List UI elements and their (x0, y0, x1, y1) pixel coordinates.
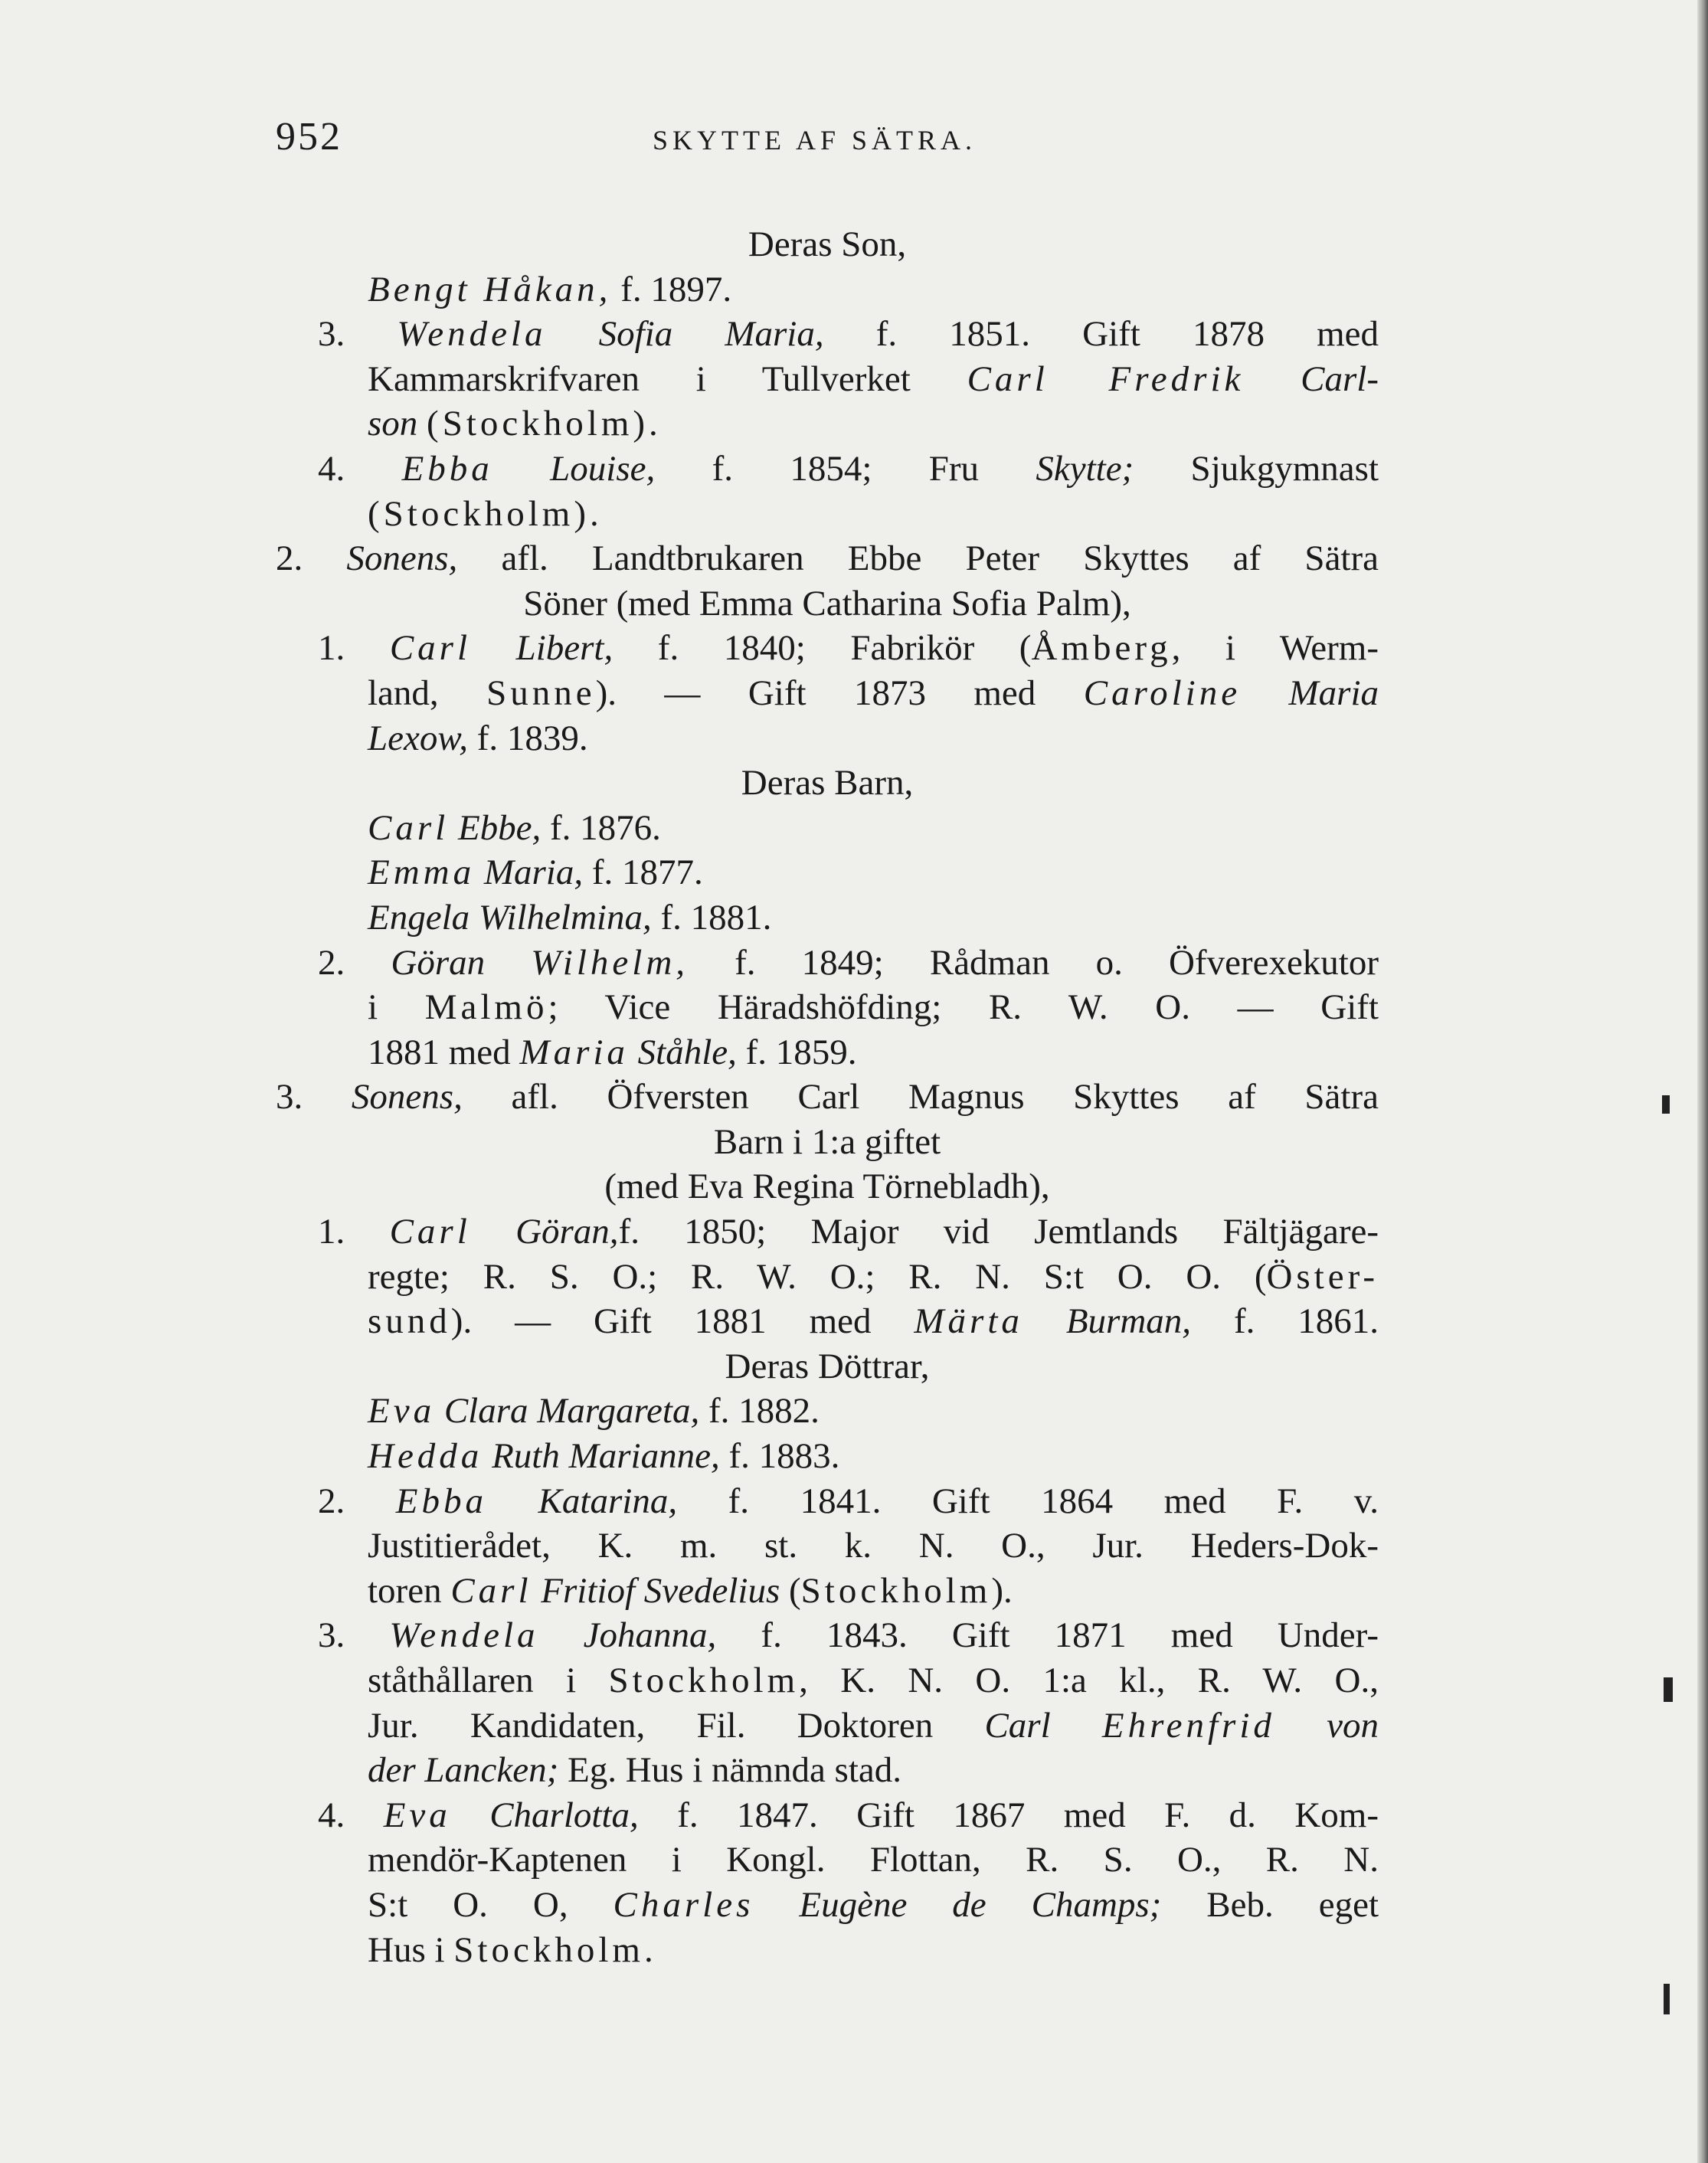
line-text: 2. (318, 1481, 396, 1521)
line-text: Eg. Hus i nämnda stad. (558, 1750, 902, 1791)
line-text: f. 1851. Gift 1878 med (823, 314, 1379, 355)
line-text: f. 1859. (736, 1032, 857, 1072)
line-text: f. 1897. (611, 269, 732, 309)
name-text: son (368, 404, 418, 444)
line-text: f. 1882. (699, 1391, 820, 1432)
line-text: Stockholm (453, 1929, 644, 1970)
line-text: afl. Landtbrukaren Ebbe Peter Skyttes af Sätra (457, 538, 1379, 579)
line-text: 1881 med (368, 1032, 520, 1072)
line-text (1244, 359, 1301, 399)
name-text: Johanna, (583, 1615, 717, 1656)
name-text: Charlotta, (489, 1795, 639, 1835)
line-text (417, 404, 427, 443)
line-text: Malmö (424, 987, 548, 1028)
line-text: Deras Son, (748, 224, 907, 264)
name-text: Clara Margareta, (443, 1391, 700, 1432)
name-text: Maria (1288, 672, 1379, 713)
name-text: Burman, (1065, 1301, 1192, 1342)
line-text: regte; R. S. O.; R. W. O.; R. N. S:t O. O. ( (368, 1256, 1267, 1297)
name-text: Engela Wilhelmina, (368, 897, 652, 938)
line-text: Beb. eget (1161, 1884, 1379, 1925)
line-text: 2. (318, 942, 391, 983)
line-text: Stockholm (800, 1570, 992, 1611)
text-line (276, 1523, 1379, 1569)
line-text: f. 1877. (583, 852, 703, 893)
name-text: Caroline (1083, 672, 1242, 713)
running-title: SKYTTE AF SÄTRA. (652, 125, 977, 155)
line-text (487, 1481, 538, 1521)
name-text: Sonens, (351, 1077, 463, 1117)
line-text (547, 314, 599, 354)
line-text: Åmberg (1031, 628, 1172, 669)
text-line (276, 850, 1379, 895)
name-text: Göran (391, 942, 486, 983)
line-text (1241, 673, 1288, 713)
text-line (276, 1479, 1379, 1524)
name-text: Maria (519, 1032, 629, 1072)
line-text: Barn i 1:a giftet (713, 1121, 941, 1162)
name-text: Maria, (483, 852, 584, 893)
text-line (276, 1793, 1379, 1838)
line-text (435, 1391, 444, 1431)
name-text: Carl (450, 1570, 532, 1611)
line-text: f. 1849; Rådman o. Öfverexekutor (689, 942, 1379, 983)
name-text: Bengt Håkan, (368, 269, 612, 309)
line-text: Hus i (368, 1929, 454, 1970)
name-text: Carl Fredrik (967, 358, 1245, 399)
line-text: ). — Gift 1881 med (450, 1301, 915, 1342)
margin-mark (1664, 1984, 1670, 2014)
text-line (276, 1569, 1379, 1614)
text-line (276, 1658, 1379, 1703)
name-text: Eva (368, 1391, 436, 1432)
line-text: f. 1850; Major vid Jemtlands Fältjägare- (618, 1212, 1379, 1252)
text-line (276, 1837, 1379, 1883)
line-text: toren (368, 1570, 451, 1611)
line-text (1051, 1706, 1102, 1746)
text-line (276, 1030, 1379, 1075)
genealogy-text (276, 222, 1379, 1972)
text-line (276, 447, 1379, 492)
text-line (276, 492, 1379, 537)
margin-mark (1664, 1677, 1673, 1702)
name-text: Skytte; (1036, 448, 1134, 489)
line-text (471, 628, 516, 668)
name-text: Eva (383, 1795, 451, 1835)
line-text: f. 1847. Gift 1867 med F. d. Kom- (638, 1795, 1379, 1835)
name-text: Emma (368, 852, 476, 893)
text-line (276, 1434, 1379, 1479)
text-line (276, 312, 1379, 357)
name-text: Ebbe, (457, 807, 542, 848)
name-text: Lexow, (368, 718, 468, 758)
text-line (276, 1075, 1379, 1120)
line-text: f. 1883. (719, 1436, 840, 1477)
name-text: Wendela (389, 1615, 539, 1656)
name-text: Ståhle, (637, 1032, 737, 1072)
name-text: Wendela (397, 314, 547, 355)
line-text: Sunne (486, 672, 596, 713)
line-text: Kammarskrifvaren i Tullverket (368, 358, 967, 399)
text-line (276, 1613, 1379, 1658)
name-text: Sofia Maria, (598, 314, 824, 355)
text-line (276, 895, 1379, 941)
line-text: ståthållaren i (368, 1661, 609, 1700)
page-edge (1697, 0, 1708, 2163)
text-line (276, 1883, 1379, 1928)
name-text: Wilhelm, (531, 942, 689, 983)
line-text: Stockholm (608, 1661, 800, 1700)
line-text (471, 1212, 515, 1252)
line-text: ; Vice Häradshöfding; R. W. O. — Gift (548, 987, 1379, 1028)
line-text: ( (780, 1570, 801, 1611)
text-line (276, 581, 1379, 627)
text-line (276, 267, 1379, 313)
name-text: Ehrenfrid (1101, 1705, 1275, 1746)
name-text: von (1327, 1705, 1379, 1746)
line-text (449, 808, 458, 848)
page-number: 952 (276, 115, 342, 159)
text-line (276, 1120, 1379, 1165)
name-text: Ruth Marianne, (492, 1436, 720, 1477)
text-line (276, 1748, 1379, 1793)
name-text: Carl (389, 628, 472, 669)
line-text: . (643, 1929, 653, 1970)
name-text: Libert, (515, 628, 614, 669)
text-line (276, 222, 1379, 267)
text-line (276, 1928, 1379, 1973)
line-text: sund (368, 1301, 451, 1342)
line-text: 2. (276, 538, 347, 579)
name-text: Katarina, (538, 1481, 678, 1521)
margin-mark (1662, 1095, 1670, 1114)
text-line (276, 716, 1379, 761)
line-text: f. 1876. (541, 807, 661, 848)
line-text: ). — Gift 1873 med (595, 672, 1084, 713)
line-text (539, 1615, 584, 1655)
name-text: Ebba (401, 448, 493, 489)
page-header (276, 115, 1379, 184)
line-text: 1. (318, 1212, 390, 1252)
line-text (1023, 1301, 1066, 1341)
line-text (754, 1885, 799, 1925)
name-text: der Lancken; (368, 1750, 559, 1791)
line-text: (Stockholm). (427, 404, 662, 444)
line-text: (Stockholm). (368, 493, 603, 534)
line-text: , K. N. O. 1:a kl., R. W. O., (799, 1661, 1379, 1700)
name-text: Sonens, (346, 538, 458, 579)
text-line (276, 1209, 1379, 1255)
line-text (483, 1436, 492, 1476)
line-text: , i Werm- (1171, 628, 1379, 669)
text-line (276, 761, 1379, 806)
line-text: f. 1840; Fabrikör ( (613, 628, 1032, 669)
line-text: 4. (318, 1795, 384, 1835)
name-text: Märta (914, 1301, 1023, 1342)
text-line (276, 1344, 1379, 1389)
text-line (276, 1164, 1379, 1209)
line-text: f. 1843. Gift 1871 med Under- (716, 1615, 1379, 1656)
text-line (276, 536, 1379, 581)
text-line (276, 1389, 1379, 1434)
line-text (532, 1571, 542, 1611)
line-text (451, 1795, 489, 1835)
name-text: Louise, (550, 448, 656, 489)
line-text: Söner (med Emma Catharina Sofia Palm), (523, 583, 1131, 623)
name-text: Carl (984, 1705, 1051, 1746)
line-text: f. 1861. (1191, 1301, 1379, 1342)
line-text (493, 449, 550, 489)
text-line (276, 626, 1379, 671)
line-text: afl. Öfversten Carl Magnus Skyttes af Sätra (462, 1077, 1379, 1117)
name-text: Carl (368, 807, 450, 848)
name-text: Carl- (1301, 358, 1379, 399)
line-text: Öster- (1266, 1256, 1379, 1297)
line-text: Justitierådet, K. m. st. k. N. O., Jur. Heders-Dok- (368, 1526, 1379, 1566)
line-text: f. 1841. Gift 1864 med F. v. (677, 1481, 1379, 1521)
line-text: Sjukgymnast (1134, 448, 1379, 489)
line-text: 3. (318, 314, 398, 355)
name-text: Göran, (515, 1212, 619, 1252)
line-text: mendör-Kaptenen i Kongl. Flottan, R. S. O., R. N. (368, 1840, 1379, 1880)
line-text: 4. (318, 448, 402, 489)
text-line (276, 401, 1379, 447)
line-text: f. 1839. (467, 718, 588, 758)
line-text: f. 1854; Fru (655, 448, 1036, 489)
line-text (629, 1032, 638, 1072)
line-text: ). (991, 1570, 1013, 1611)
text-line (276, 671, 1379, 716)
line-text: Deras Döttrar, (725, 1346, 930, 1386)
text-line (276, 1703, 1379, 1749)
text-line (276, 806, 1379, 851)
line-text: f. 1881. (651, 897, 772, 938)
name-text: Carl (389, 1212, 471, 1252)
line-text: 3. (318, 1615, 390, 1656)
line-text (485, 943, 531, 983)
book-page (276, 115, 1379, 1972)
name-text: Hedda (368, 1436, 483, 1477)
name-text: Ebba (395, 1481, 488, 1521)
line-text: 1. (318, 628, 390, 669)
text-line (276, 357, 1379, 402)
line-text: 3. (276, 1077, 352, 1117)
name-text: Fritiof Svedelius (541, 1570, 780, 1611)
text-line (276, 941, 1379, 986)
text-line (276, 1255, 1379, 1300)
text-line (276, 1299, 1379, 1344)
line-text: land, (368, 672, 487, 713)
name-text: Charles (613, 1884, 754, 1925)
line-text: S:t O. O, (368, 1884, 614, 1925)
line-text: Jur. Kandidaten, Fil. Doktoren (368, 1705, 985, 1746)
line-text: i (368, 987, 425, 1028)
line-text: (med Eva Regina Törnebladh), (604, 1167, 1050, 1207)
name-text: Eugène de Champs; (799, 1884, 1162, 1925)
line-text: Deras Barn, (741, 763, 914, 803)
line-text (1275, 1706, 1327, 1746)
line-text (475, 852, 484, 892)
text-line (276, 985, 1379, 1030)
